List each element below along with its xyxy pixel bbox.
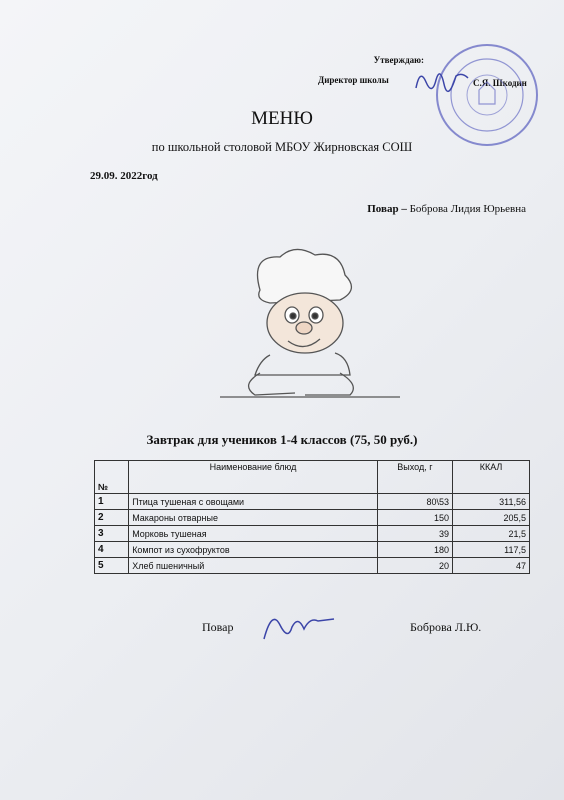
table-row [95,510,530,526]
director-name: С.Я. Шкодин [473,78,527,88]
table-row [95,494,530,510]
header-number: № [95,461,129,494]
table-row [95,542,530,558]
row-kcal: 311,56 [453,494,530,510]
table-row [95,526,530,542]
row-dish-name: Птица тушеная с овощами [129,494,378,510]
row-dish-name: Морковь тушеная [129,526,378,542]
row-kcal: 117,5 [453,542,530,558]
chef-illustration [200,245,410,415]
row-output: 20 [377,558,452,574]
cook-label: Повар – [367,203,407,215]
row-output: 39 [377,526,452,542]
page-subtitle: по школьной столовой МБОУ Жирновская СОШ [151,140,413,154]
cook-signature [258,605,338,645]
cook-name: Боброва Лидия Юрьевна [406,203,526,215]
row-kcal: 21,5 [453,526,530,542]
table-header-row [95,461,530,494]
menu-date: 29.09. 2022год [90,170,158,182]
row-kcal: 205,5 [453,510,530,526]
page-title: МЕНЮ [251,108,313,129]
header-kcal: ККАЛ [453,461,530,494]
approval-label: Утверждаю: [373,55,424,65]
director-label: Директор школы [318,75,389,85]
row-dish-name: Макароны отварные [129,510,378,526]
row-kcal: 47 [453,558,530,574]
header-output: Выход, г [377,461,452,494]
row-number: 5 [95,558,129,574]
menu-table [94,460,530,574]
footer-cook-label: Повар [202,620,234,634]
cook-line [367,203,526,215]
row-number: 2 [95,510,129,526]
header-dish-name: Наименование блюд [129,461,378,494]
meal-heading: Завтрак для учеников 1-4 классов (75, 50 руб.) [146,432,418,447]
row-dish-name: Компот из сухофруктов [129,542,378,558]
footer-cook-name: Боброва Л.Ю. [410,620,482,634]
row-number: 4 [95,542,129,558]
row-output: 150 [377,510,452,526]
row-output: 180 [377,542,452,558]
row-number: 3 [95,526,129,542]
table-row [95,558,530,574]
row-number: 1 [95,494,129,510]
row-dish-name: Хлеб пшеничный [129,558,378,574]
row-output: 80\53 [377,494,452,510]
director-signature [412,58,472,98]
